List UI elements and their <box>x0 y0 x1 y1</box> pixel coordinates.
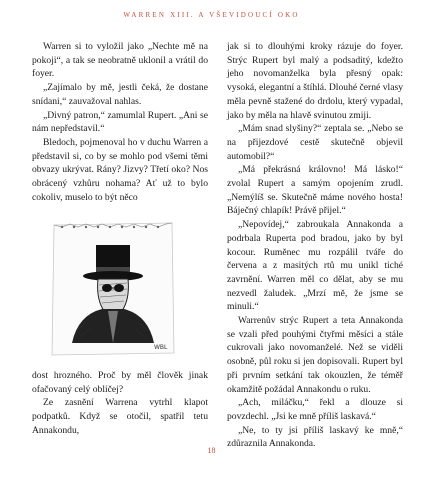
page-number: 18 <box>207 446 216 455</box>
paragraph: Warren si to vyložil jako „Nechte mě na pokoji“, a tak se neobratně uklonil a vrátil do foyer. <box>32 41 208 80</box>
paragraph: Warrenův strýc Rupert a teta Annakonda se vzali před pouhými čtyřmi měsíci a stále cukrovali jako novomanželé. Než se viděli osobně, půl roku si jen dopisovali. Rupert byl při prvním setkání tak okouzlen, že téměř okamžitě požádal Annakondu o ruku. <box>227 315 403 395</box>
right-column <box>227 40 403 451</box>
paragraph: „Ne, to ty jsi příliš laskavý ke mně,“ zdůraznila Annakonda. <box>227 424 403 450</box>
paragraph: Ze zasnění Warrena vytrhl klapot podpatků. Když se otočil, spatřil tetu Annakondu, <box>32 397 208 436</box>
paragraph: dost hrozného. Proč by měl člověk jinak ofačovaný celý obličej? <box>32 370 208 395</box>
paragraph: jak si to dlouhými kroky rázuje do foyer. Strýc Rupert byl malý a podsaditý, kdežto jeho novomanželka byla přesný opak: vysoká, elegantní a štíhlá. Dlouhé černé vlasy měla pevně stažené do drdolu, který vypadal, jako by měla na hlavě svinutou zmiji. <box>227 41 403 121</box>
left-column-top <box>32 40 208 204</box>
paragraph: Bledoch, pojmenoval ho v duchu Warren a představil si, co by se mohlo pod všemi těmi obvazy ukrývat. Rány? Jizvy? Třetí oko? Nos obrácený vzhůru nohama? Ať už to bylo cokoliv, muselo to být něco <box>32 136 208 203</box>
paragraph: „Nepovídej,“ zabroukala Annakonda a podrbala Ruperta pod bradou, jako by byl kocour. Ruměnec mu rozpálil tváře do červena a z masitých rtů mu unikl tiché zavrnění. Warren měl co dělat, aby se mu nezvedl žaludek. „Mrzí mě, že jsme se minuli.“ <box>227 219 403 313</box>
paragraph: „Mám snad slyšiny?“ zeptala se. „Nebo se na přijezdové cestě skutečně objevil automobil?“ <box>227 123 403 162</box>
top-hat-figure-icon <box>48 219 178 359</box>
paragraph: „Ach, miláčku,“ řekl a dlouze si povzdechl. „Jsi ke mně příliš laskavá.“ <box>227 397 403 422</box>
left-column-bottom <box>32 369 208 438</box>
svg-text:WBL: WBL <box>154 344 168 351</box>
paragraph: „Zajímalo by mě, jestli čeká, že dostane snídani,“ zauvažoval nahlas. <box>32 82 208 107</box>
paragraph: „Divný patron,“ zamumlal Rupert. „Ani se nám nepředstavil.“ <box>32 109 208 135</box>
sketch-illustration <box>48 219 178 359</box>
running-head: WARREN XIII. A VŠEVIDOUCÍ OKO <box>123 11 300 19</box>
paragraph: „Má překrásná královno! Má lásko!“ zvolal Rupert a samým opojením zrudl. „Nemýlíš se. Skutečně máme nového hosta! Báječný chlapík! Právě přijel.“ <box>227 164 403 217</box>
